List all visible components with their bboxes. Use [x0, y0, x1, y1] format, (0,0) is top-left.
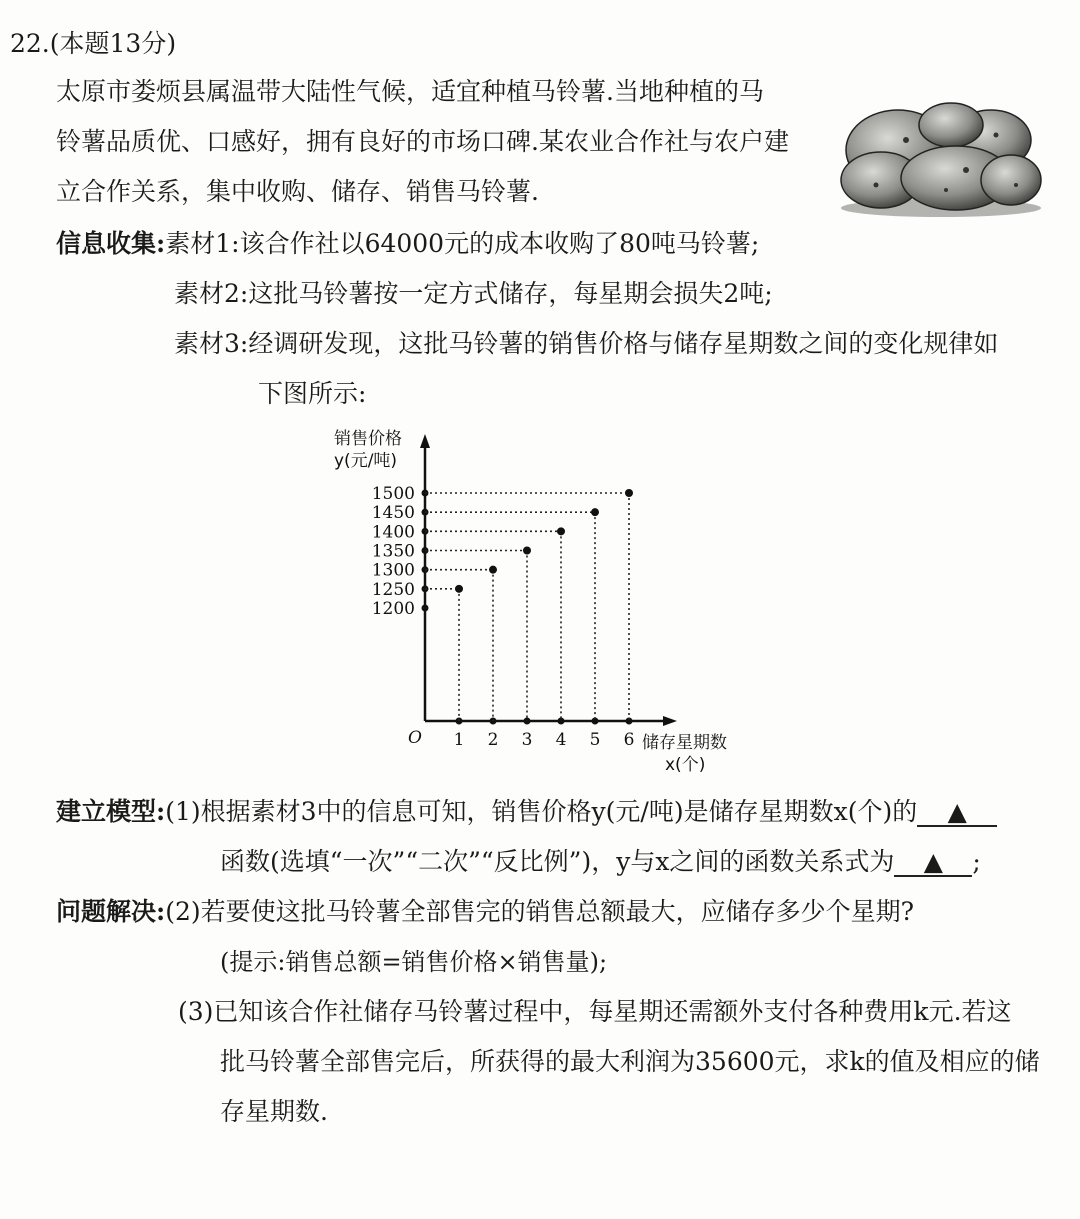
- question-3-line-3: 存星期数.: [220, 1097, 328, 1126]
- y-axis-label-line1: 销售价格: [334, 429, 402, 449]
- data-point-5: [591, 508, 599, 516]
- y-tick-label-1300: 1300: [371, 560, 415, 581]
- data-point-1: [455, 585, 463, 593]
- material-1: 素材1:该合作社以64000元的成本收购了80吨马铃薯;: [165, 229, 760, 258]
- question-3-line-1: (3)已知该合作社储存马铃薯过程中，每星期还需额外支付各种费用k元.若这: [178, 997, 1012, 1026]
- x-tick-label-4: 4: [555, 730, 567, 750]
- intro-line-3: 立合作关系，集中收购、储存、销售马铃薯.: [56, 177, 539, 206]
- material-3-line-1: 素材3:经调研发现，这批马铃薯的销售价格与储存星期数之间的变化规律如: [174, 329, 999, 358]
- intro-line-2: 铃薯品质优、口感好，拥有良好的市场口碑.某农业合作社与农户建: [56, 127, 789, 156]
- info-line-1: [56, 228, 759, 260]
- price-vs-weeks-chart: [320, 418, 760, 778]
- data-point-2: [489, 566, 497, 574]
- x-tick-label-1: 1: [453, 730, 465, 750]
- intro-line-1: 太原市娄烦县属温带大陆性气候，适宜种植马铃薯.当地种植的马: [56, 77, 764, 106]
- y-tick-label-1350: 1350: [371, 541, 415, 562]
- y-tick-label-1450: 1450: [371, 503, 415, 524]
- semicolon: ;: [972, 847, 981, 876]
- x-tick-label-2: 2: [487, 730, 499, 750]
- question-3-line-2: 批马铃薯全部售完后，所获得的最大利润为35600元，求k的值及相应的储: [220, 1047, 1040, 1076]
- data-point-6: [625, 489, 633, 497]
- question-2: (2)若要使这批马铃薯全部售完的销售总额最大，应储存多少个星期?: [165, 897, 915, 926]
- question-1-part-1: (1)根据素材3中的信息可知，销售价格y(元/吨)是储存星期数x(个)的: [165, 797, 918, 826]
- model-line-2: [220, 846, 981, 878]
- x-tick-label-3: 3: [521, 730, 533, 750]
- potatoes-illustration: [836, 100, 1046, 218]
- x-tick-label-6: 6: [623, 730, 635, 750]
- data-point-4: [557, 527, 565, 535]
- solve-label: 问题解决:: [56, 897, 166, 926]
- data-point-3: [523, 547, 531, 555]
- y-tick-label-1250: 1250: [371, 579, 415, 600]
- y-tick-label-1500: 1500: [371, 484, 415, 504]
- model-label: 建立模型:: [56, 797, 166, 826]
- answer-blank-1[interactable]: ▲: [917, 799, 997, 827]
- question-1-part-2: 函数(选填“一次”“二次”“反比例”)，y与x之间的函数关系式为: [220, 847, 895, 876]
- answer-blank-2[interactable]: ▲: [894, 849, 972, 877]
- y-axis-arrow: [420, 434, 430, 448]
- problem-header: 22.(本题13分): [10, 29, 177, 58]
- y-tick-label-1200: 1200: [371, 599, 415, 619]
- y-tick-dot-1200: [422, 605, 429, 612]
- x-axis-arrow: [663, 716, 677, 726]
- question-2-hint: (提示:销售总额=销售价格×销售量);: [220, 948, 608, 976]
- material-2: 素材2:这批马铃薯按一定方式储存，每星期会损失2吨;: [174, 279, 773, 308]
- origin-label: O: [408, 728, 422, 748]
- x-axis-label-line2: x(个): [665, 755, 706, 775]
- x-tick-label-5: 5: [589, 730, 601, 750]
- material-3-line-2: 下图所示:: [258, 379, 367, 408]
- y-axis-label-line2: y(元/吨): [334, 451, 398, 471]
- x-axis-label-line1: 储存星期数: [642, 733, 727, 753]
- y-tick-label-1400: 1400: [371, 522, 415, 543]
- model-line-1: [56, 796, 997, 828]
- info-label: 信息收集:: [56, 229, 166, 258]
- solve-line-1: [56, 896, 914, 928]
